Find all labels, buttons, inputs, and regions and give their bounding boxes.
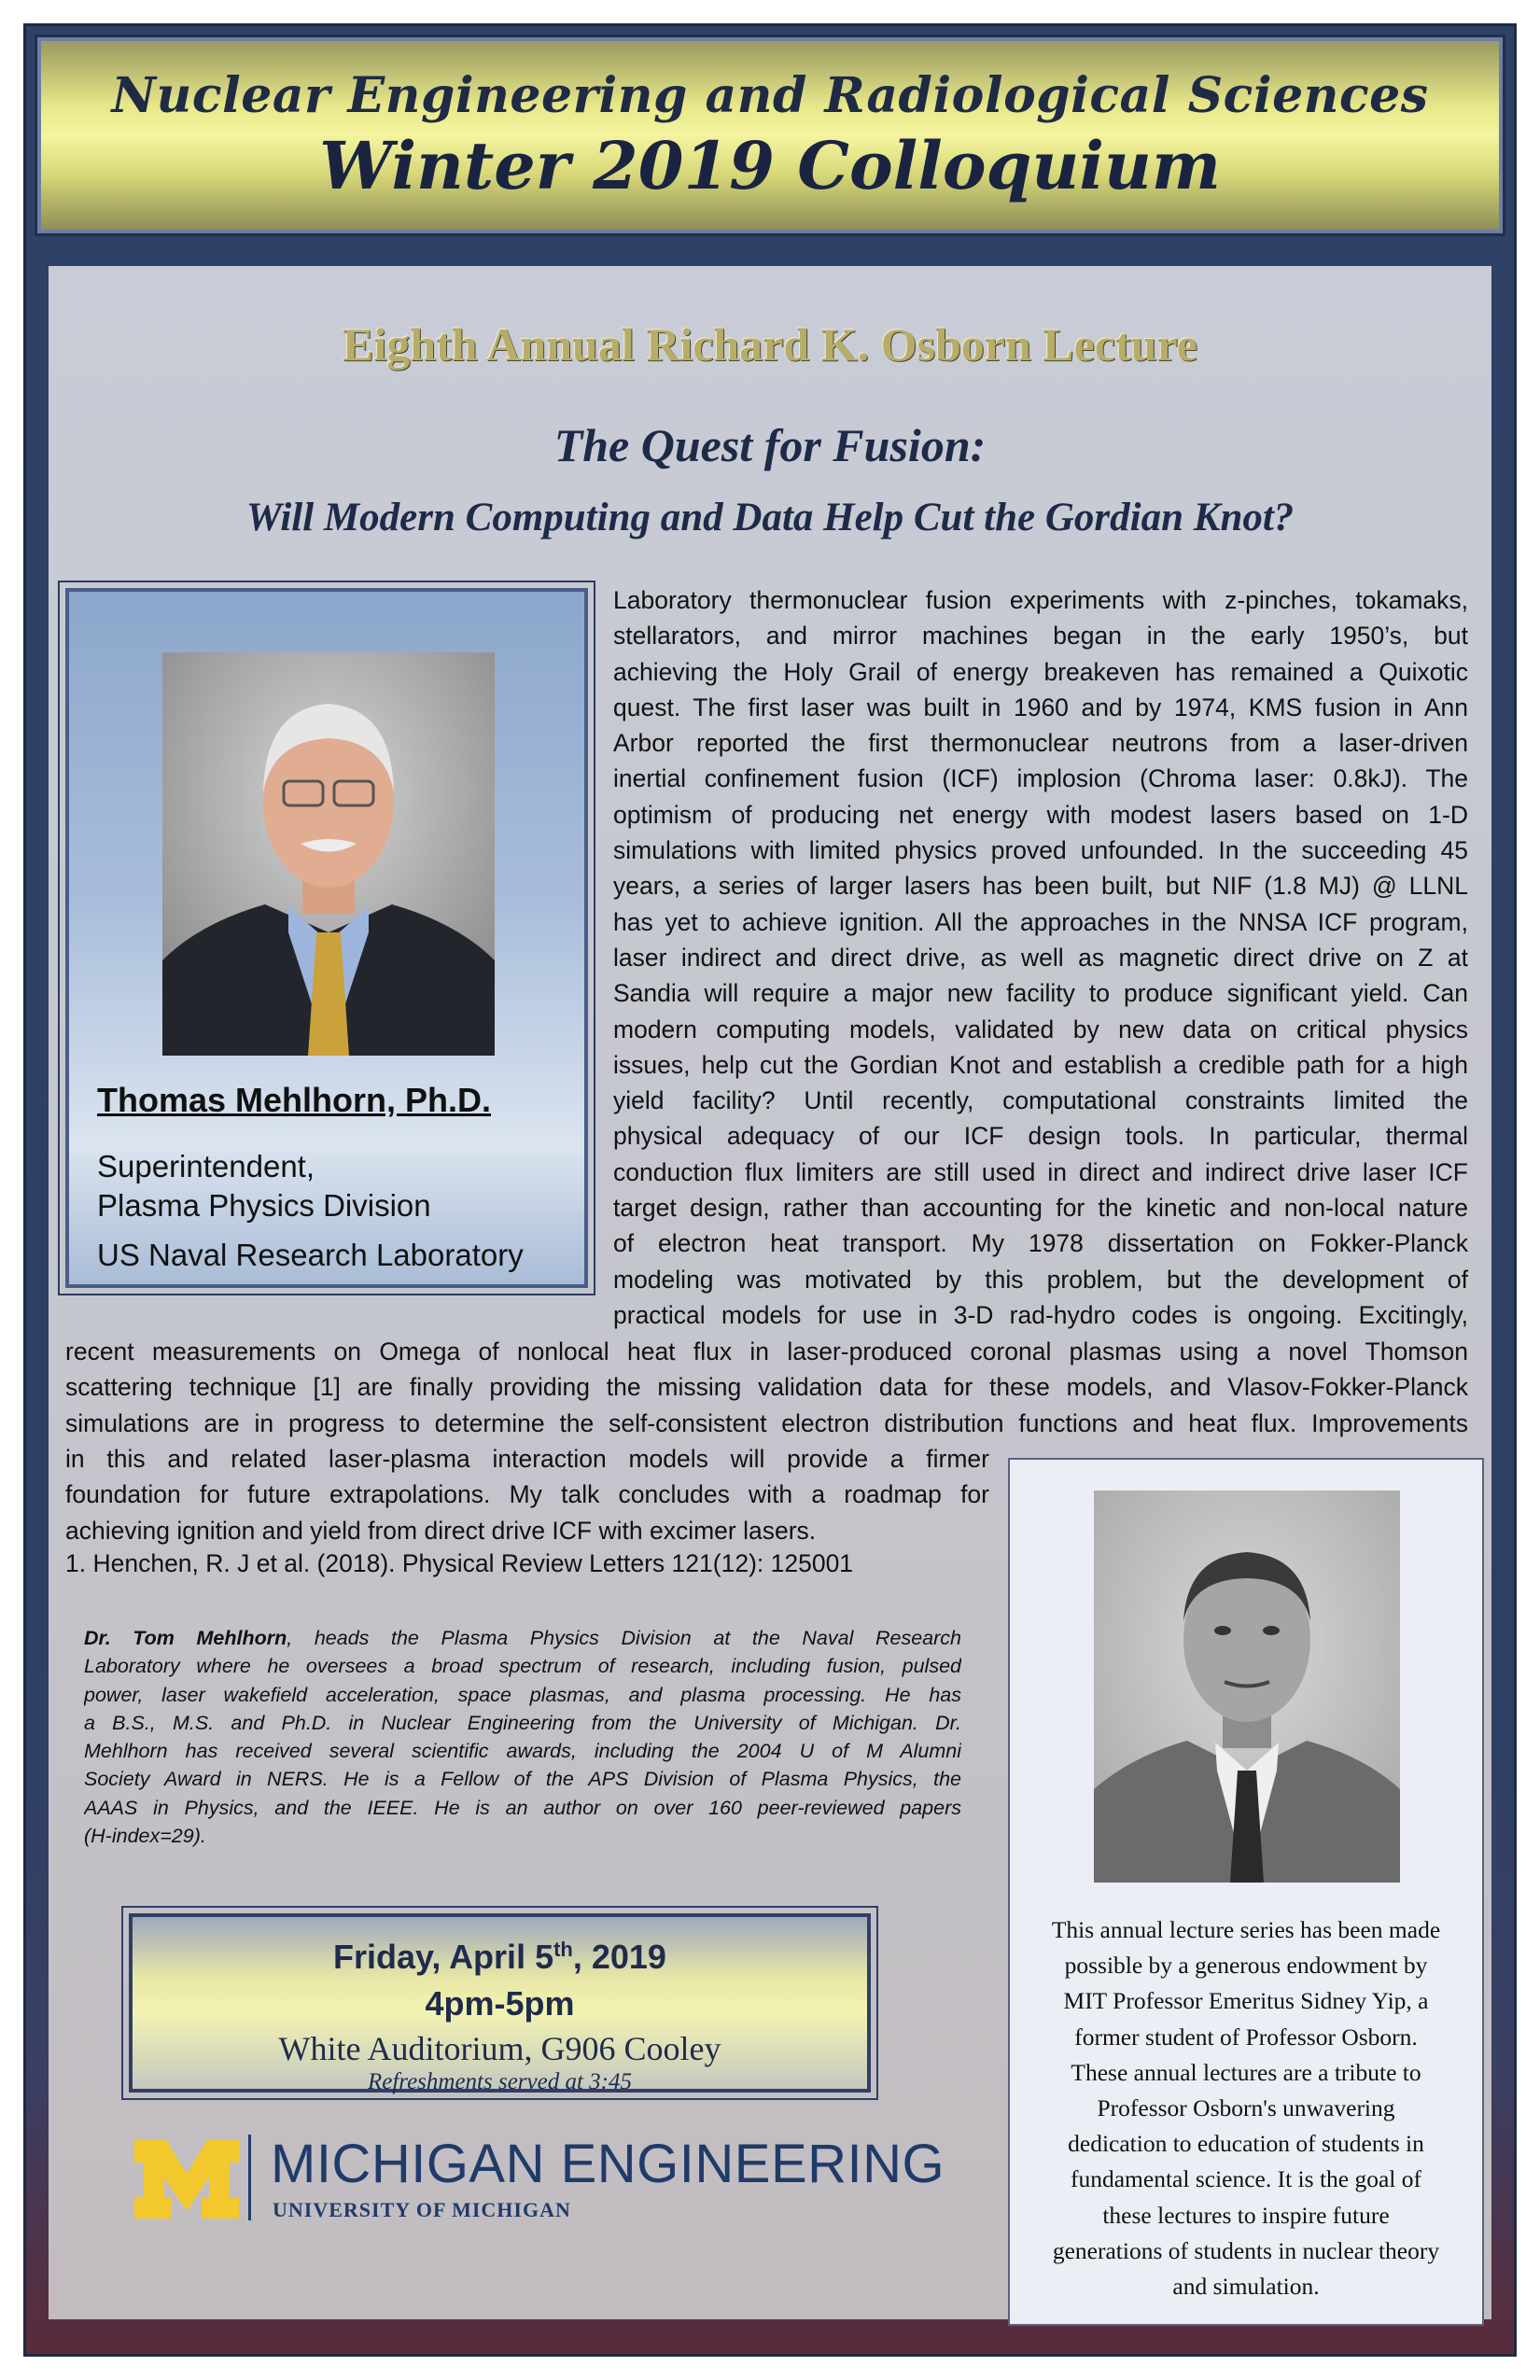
speaker-title [97, 1147, 564, 1225]
logo-divider [248, 2135, 251, 2220]
abstract-line: inertial confinement fusion (ICF) implosion (Chroma laser: 0.8kJ). The [613, 764, 1468, 793]
abstract-line: issues, help cut the Gordian Knot and establish a credible path for a high [613, 1050, 1468, 1079]
tribute-line: possible by a generous endowment by [1064, 1952, 1428, 1980]
refreshments-note: Refreshments served at 3:45 [367, 2069, 633, 2094]
osborn-tribute-card [1008, 1458, 1484, 2326]
michigan-engineering-logo [131, 2133, 945, 2235]
abstract-line: conduction flux limiters are still used in direct and indirect drive laser ICF [613, 1157, 1468, 1186]
bio-line [84, 1624, 961, 1652]
abstract-line: simulations with limited physics proved unfounded. In the succeeding 45 [613, 836, 1468, 865]
event-time: 4pm-5pm [425, 1984, 575, 2023]
bio-line: power, laser wakefield acceleration, space plasmas, and plasma processing. He has [84, 1683, 961, 1706]
abstract-line: modeling was motivated by this problem, but the development of [613, 1265, 1468, 1294]
abstract-line: target design, rather than accounting for the kinetic and non-local nature [613, 1194, 1468, 1223]
abstract-line: practical models for use in 3-D rad-hydro codes is ongoing. Excitingly, [613, 1300, 1468, 1329]
osborn-photo [1094, 1491, 1400, 1883]
tribute-line: these lectures to inspire future [1102, 2201, 1390, 2229]
tribute-line: These annual lectures are a tribute to [1071, 2058, 1421, 2086]
speaker-card [65, 588, 588, 1288]
bio-line: Laboratory where he oversees a broad spectrum of research, including fusion, pulsed [84, 1655, 961, 1678]
event-date-year: , 2019 [572, 1938, 666, 1976]
osborn-tribute-text [1019, 1912, 1473, 2304]
abstract-line: stellarators, and mirror machines began in the early 1950’s, but [613, 622, 1468, 651]
tribute-line: dedication to education of students in [1068, 2130, 1424, 2158]
event-date [133, 1938, 867, 1977]
speaker-title-line: Superintendent, [97, 1149, 315, 1183]
speaker-name: Thomas Mehlhorn, Ph.D. [97, 1081, 492, 1119]
talk-subtitle: Will Modern Computing and Data Help Cut the Gordian Knot? [245, 496, 1295, 539]
bio-line: Society Award in NERS. He is a Fellow of the APS Division of Plasma Physics, the [84, 1768, 961, 1791]
bio-speaker-name: Dr. Tom Mehlhorn [84, 1627, 287, 1649]
speaker-bio [84, 1624, 961, 1850]
abstract-line: yield facility? Until recently, computational constraints limited the [613, 1086, 1468, 1115]
abstract-line: Sandia will require a major new facility to produce significant yield. Can [613, 979, 1468, 1008]
abstract-line: simulations are in progress to determine the self-consistent electron distribution functions and heat flux. Improvements [65, 1408, 1468, 1437]
abstract-line: in this and related laser-plasma interaction models will provide a firmer [65, 1445, 989, 1473]
abstract-line: quest. The first laser was built in 1960 and by 1974, KMS fusion in Ann [613, 693, 1468, 721]
abstract-line: optimism of producing net energy with modest lasers based on 1-D [613, 800, 1468, 829]
reference-citation: 1. Henchen, R. J et al. (2018). Physical Review Letters 121(12): 125001 [65, 1549, 854, 1577]
abstract-line: physical adequacy of our ICF design tools. In particular, thermal [613, 1122, 1468, 1151]
event-details [129, 1913, 871, 2093]
talk-title: The Quest for Fusion: [553, 419, 987, 471]
abstract-line: recent measurements on Omega of nonlocal heat flux in laser-produced coronal plasmas using a novel Thomson [65, 1337, 1468, 1365]
logo-subtitle: UNIVERSITY OF MICHIGAN [273, 2198, 571, 2221]
abstract-line: achieving the Holy Grail of energy breakeven has remained a Quixotic [613, 657, 1468, 686]
abstract-line: laser indirect and direct drive, as well as magnetic direct drive on Z at [613, 943, 1468, 972]
abstract-line: achieving ignition and yield from direct drive ICF with excimer lasers. [65, 1516, 817, 1545]
event-venue: White Auditorium, G906 Cooley [278, 2030, 721, 2067]
abstract-line: foundation for future extrapolations. My talk concludes with a roadmap for [65, 1480, 989, 1509]
abstract-line: Laboratory thermonuclear fusion experiments with z-pinches, tokamaks, [613, 586, 1468, 614]
abstract-line: has yet to achieve ignition. All the approaches in the NNSA ICF program, [613, 907, 1468, 936]
abstract-closing [65, 1441, 989, 1548]
speaker-organization: US Naval Research Laboratory [97, 1238, 524, 1272]
tribute-line: former student of Professor Osborn. [1074, 2023, 1418, 2051]
bio-line: (H-index=29). [84, 1825, 206, 1848]
tribute-line: Professor Osborn's unwavering [1097, 2094, 1395, 2122]
poster-header [37, 37, 1503, 233]
lecture-series-title: Eighth Annual Richard K. Osborn Lecture [343, 318, 1197, 371]
bio-line: AAAS in Physics, and the IEEE. He is an author on over 160 peer-reviewed papers [84, 1796, 961, 1819]
abstract-fullwidth [65, 1334, 1468, 1441]
abstract-line: Arbor reported the first thermonuclear neutrons from a laser-driven [613, 729, 1468, 758]
department-title: Nuclear Engineering and Radiological Sciences [111, 67, 1429, 124]
logo-wordmark: MICHIGAN ENGINEERING [271, 2134, 945, 2194]
event-date-ordinal: th [553, 1938, 573, 1961]
abstract-column [613, 582, 1468, 1333]
abstract-line: of electron heat transport. My 1978 dissertation on Fokker-Planck [613, 1229, 1468, 1258]
event-date-main: Friday, April 5 [333, 1938, 554, 1976]
speaker-photo [162, 652, 495, 1056]
tribute-line: fundamental science. It is the goal of [1071, 2165, 1421, 2193]
bio-text: , heads the Plasma Physics Division at the Naval Research [287, 1627, 961, 1649]
tribute-line: MIT Professor Emeritus Sidney Yip, a [1063, 1987, 1429, 2015]
abstract-line: scattering technique [1] are finally providing the missing validation data for these models, and Vlasov-Fokker-Planck [65, 1373, 1468, 1402]
abstract-line: modern computing models, validated by new data on critical physics [613, 1015, 1468, 1043]
bio-line: a B.S., M.S. and Ph.D. in Nuclear Engineering from the University of Michigan. Dr. [84, 1711, 961, 1734]
colloquium-title: Winter 2019 Colloquium [319, 127, 1221, 204]
block-m-icon [131, 2133, 243, 2226]
speaker-title-line: Plasma Physics Division [97, 1188, 431, 1223]
tribute-line: and simulation. [1172, 2273, 1320, 2301]
abstract-line: years, a series of larger lasers has been built, but NIF (1.8 MJ) @ LLNL [613, 872, 1468, 901]
bio-line: Mehlhorn has received several scientific awards, including the 2004 U of M Alumni [84, 1740, 961, 1763]
tribute-line: generations of students in nuclear theory [1052, 2236, 1440, 2264]
tribute-line: This annual lecture series has been made [1051, 1916, 1441, 1943]
